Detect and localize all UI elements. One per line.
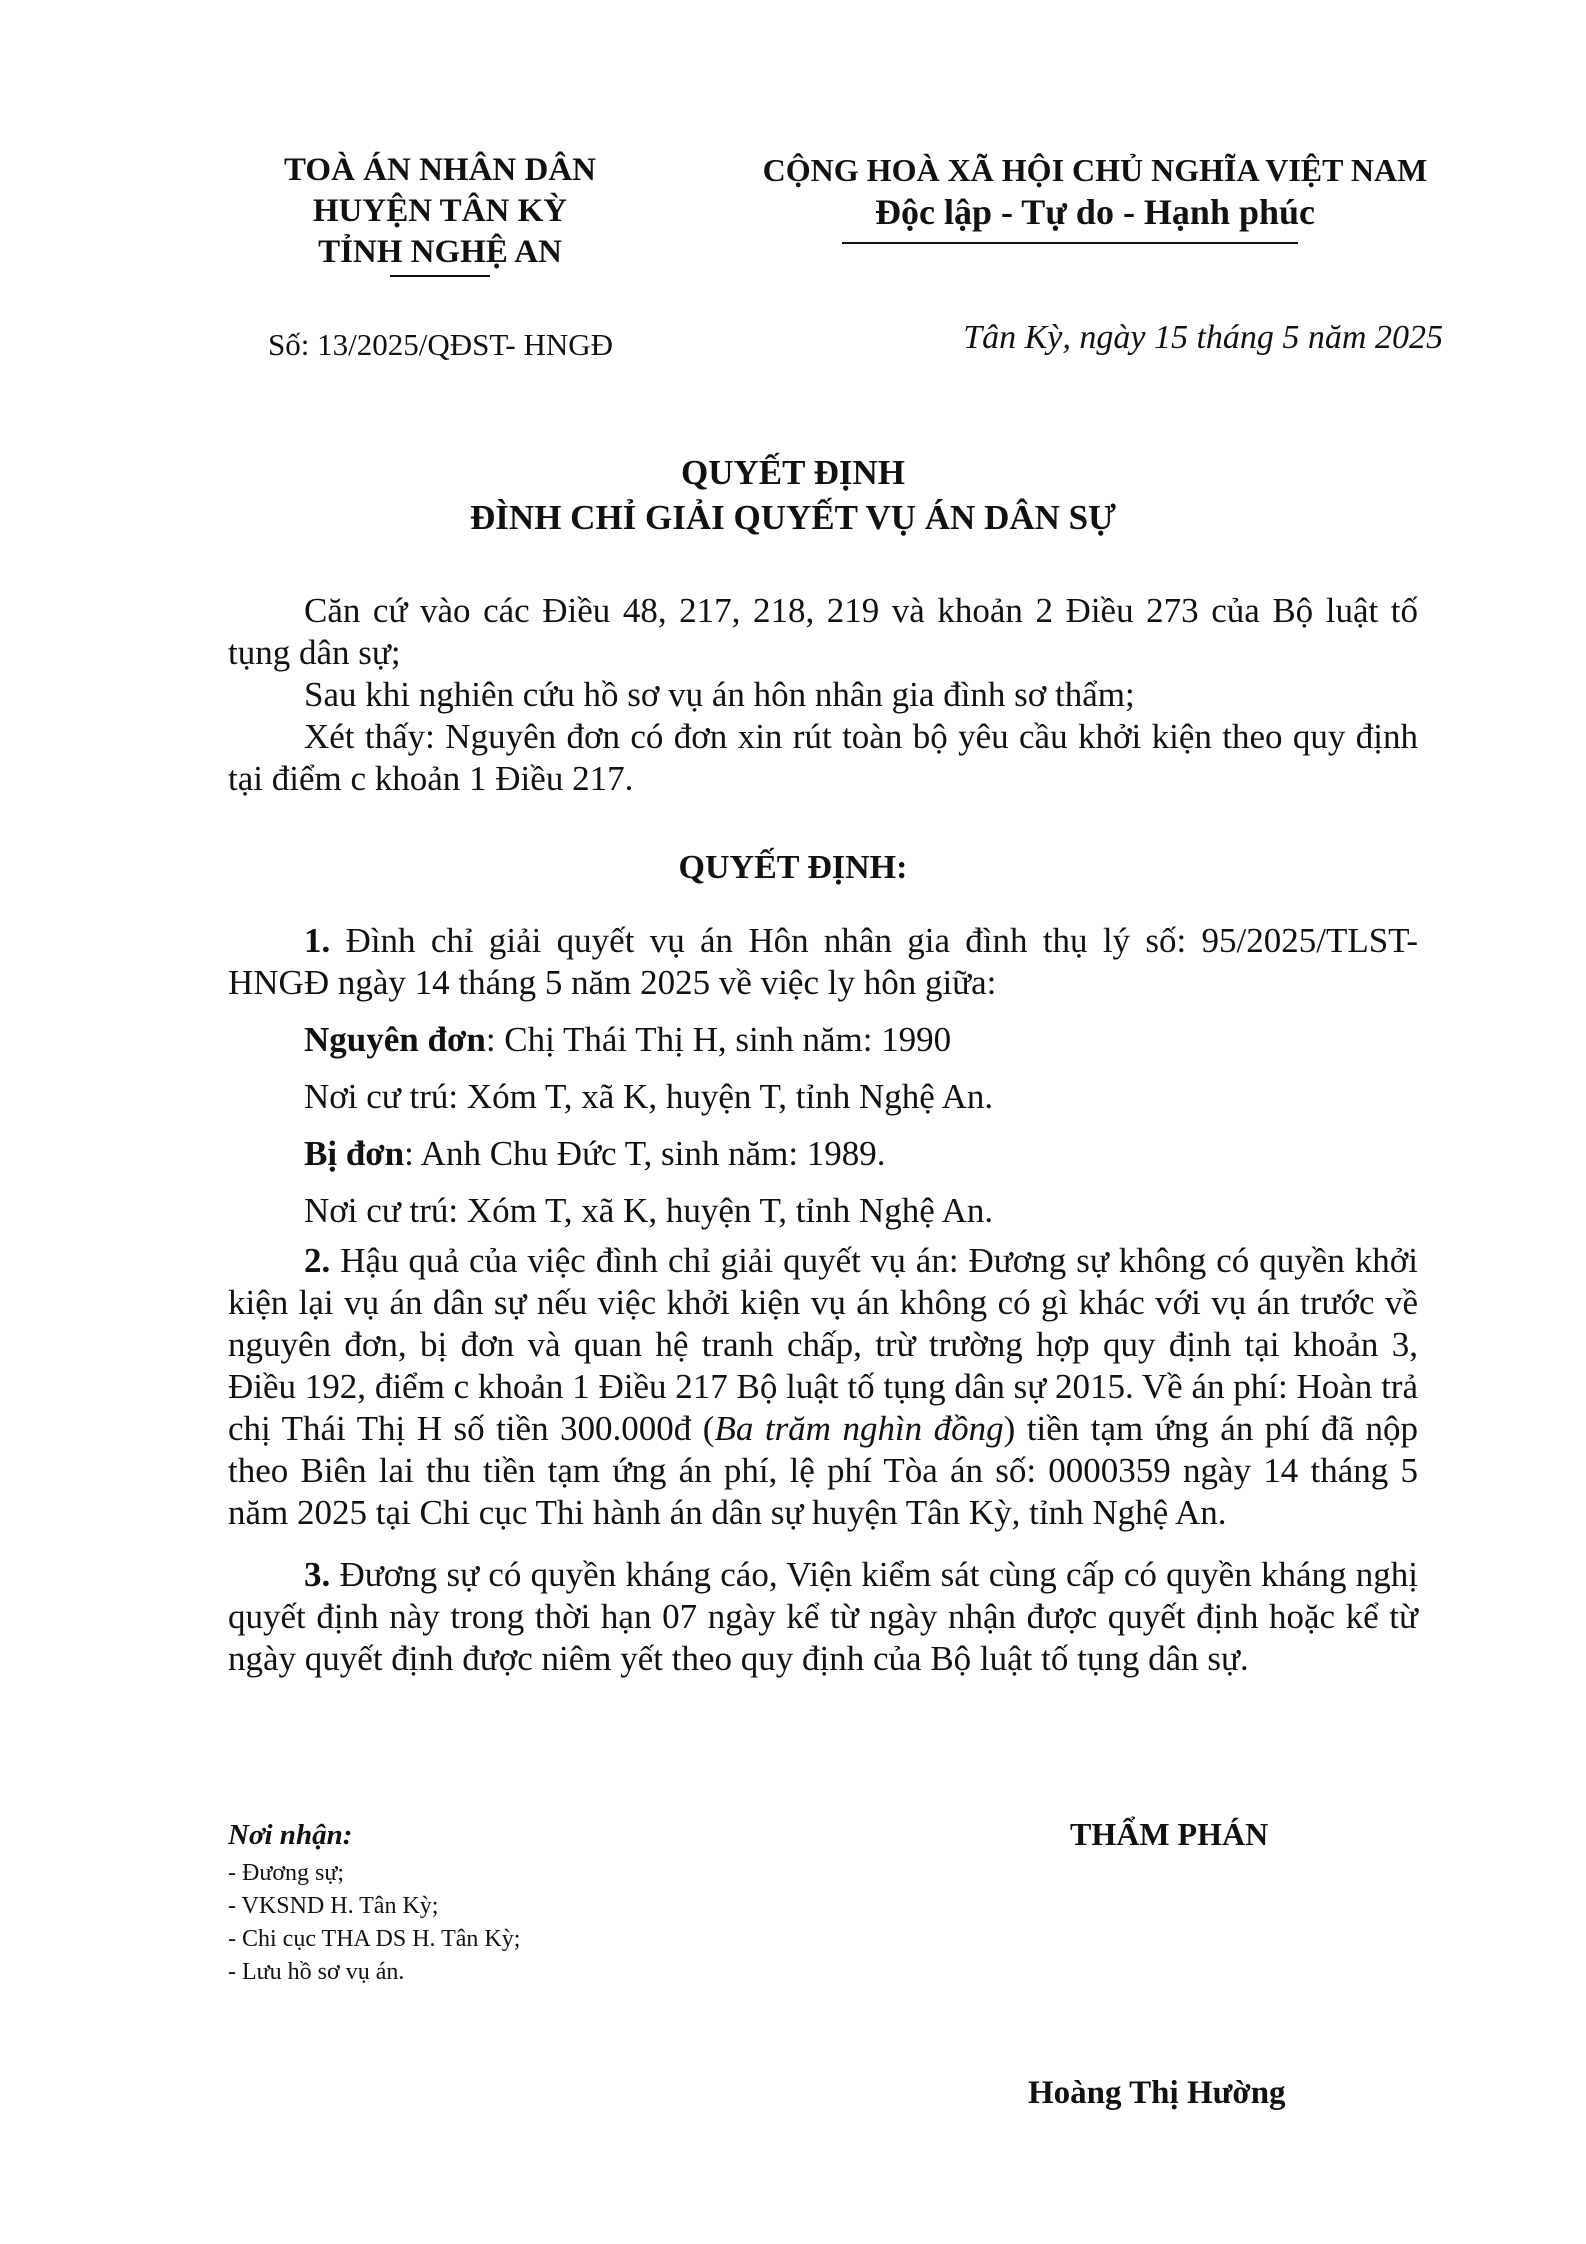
preamble-paragraph: Sau khi nghiên cứu hồ sơ vụ án hôn nhân gia đình sơ thẩm; — [304, 675, 1135, 714]
title-line-2: ĐÌNH CHỈ GIẢI QUYẾT VỤ ÁN DÂN SỰ — [470, 498, 1116, 537]
recipients-label: Nơi nhận: — [228, 1819, 353, 1851]
item-text: Đình chỉ giải quyết vụ án Hôn nhân gia đình thụ lý số: 95/2025/TLST-HNGĐ ngày 14 tháng 5 năm 2025 về việc ly hôn giữa: — [228, 921, 1418, 1002]
defendant-label: Bị đơn — [304, 1134, 405, 1173]
defendant-text: : Anh Chu Đức T, sinh năm: 1989. — [404, 1134, 886, 1173]
judge-title: THẨM PHÁN — [1070, 1816, 1269, 1852]
item-text: ) tiền tạm ứng án phí đã nộp theo Biên lai thu tiền tạm ứng án phí, lệ phí Tòa án số: 0000359 ngày 14 tháng 5 năm 2025 tại Chi cục Thi hành án dân sự huyện Tân Kỳ, tỉnh Nghệ An. — [228, 1409, 1418, 1532]
list-item: - Đương sự; — [228, 1860, 345, 1886]
document-date: Tân Kỳ, ngày 15 tháng 5 năm 2025 — [963, 319, 1443, 356]
country-name: CỘNG HOÀ XÃ HỘI CHỦ NGHĨA VIỆT NAM — [762, 152, 1428, 188]
plaintiff-label: Nguyên đơn — [304, 1020, 486, 1059]
item-number: 2. — [304, 1241, 331, 1280]
decision-item-3 — [228, 1554, 1418, 1680]
preamble-paragraph: Xét thấy: Nguyên đơn có đơn xin rút toàn bộ yêu cầu khởi kiện theo quy định tại điểm c khoản 1 Điều 217. — [228, 717, 1418, 798]
national-motto — [700, 150, 1490, 234]
title-line-1: QUYẾT ĐỊNH — [681, 453, 905, 492]
list-item: - VKSND H. Tân Kỳ; — [228, 1893, 439, 1919]
document-title — [0, 450, 1586, 540]
decision-item-1 — [228, 920, 1418, 1004]
plaintiff-address: Nơi cư trú: Xóm T, xã K, huyện T, tỉnh Nghệ An. — [304, 1077, 994, 1116]
amount-in-words: Ba trăm nghìn đồng — [714, 1409, 1004, 1448]
plaintiff-line — [228, 1019, 1418, 1061]
motto-underline — [842, 242, 1298, 244]
defendant-line — [228, 1133, 1418, 1175]
court-name-underline — [390, 275, 490, 277]
court-name-line-3: TỈNH NGHỆ AN — [318, 234, 562, 270]
preamble — [228, 590, 1418, 800]
plaintiff-text: : Chị Thái Thị H, sinh năm: 1990 — [485, 1020, 952, 1059]
item-text: Hậu quả của việc đình chỉ giải quyết vụ án: Đương sự không có quyền khởi kiện lại vụ án dân sự nếu việc khởi kiện vụ án không có gì khác với vụ án trước về nguyên đơn, bị đơn và quan hệ tranh chấp, trừ trường hợp quy định tại khoản 3, Điều 192, điểm c khoản 1 Điều 217 Bộ luật tố tụng dân sự 2015. Về án phí: Hoàn trả chị Thái Thị H số tiền 300.000đ ( — [228, 1241, 1418, 1448]
recipients-list — [228, 1857, 828, 1989]
court-name-line-2: HUYỆN TÂN KỲ — [312, 193, 568, 229]
recipients — [228, 1817, 828, 1989]
list-item: - Chi cục THA DS H. Tân Kỳ; — [228, 1926, 521, 1952]
document-number: Số: 13/2025/QĐST- HNGĐ — [268, 327, 614, 362]
judge-name: Hoàng Thị Hường — [1028, 2075, 1286, 2111]
item-text: Đương sự có quyền kháng cáo, Viện kiểm sát cùng cấp có quyền kháng nghị quyết định này trong thời hạn 07 ngày kể từ ngày nhận được quyết định hoặc kể từ ngày quyết định được niêm yết theo quy định của Bộ luật tố tụng dân sự. — [228, 1555, 1418, 1678]
decision-item-2 — [228, 1240, 1418, 1534]
list-item: - Lưu hồ sơ vụ án. — [228, 1959, 405, 1985]
decision-heading: QUYẾT ĐỊNH: — [678, 849, 908, 886]
decision-body — [228, 920, 1418, 1680]
defendant-address: Nơi cư trú: Xóm T, xã K, huyện T, tỉnh Nghệ An. — [304, 1191, 994, 1230]
court-name-line-1: TOÀ ÁN NHÂN DÂN — [284, 152, 596, 188]
item-number: 3. — [304, 1555, 331, 1594]
court-name — [240, 150, 640, 273]
motto: Độc lập - Tự do - Hạnh phúc — [874, 192, 1316, 232]
preamble-paragraph: Căn cứ vào các Điều 48, 217, 218, 219 và khoản 2 Điều 273 của Bộ luật tố tụng dân sự; — [228, 591, 1418, 672]
item-number: 1. — [304, 921, 331, 960]
